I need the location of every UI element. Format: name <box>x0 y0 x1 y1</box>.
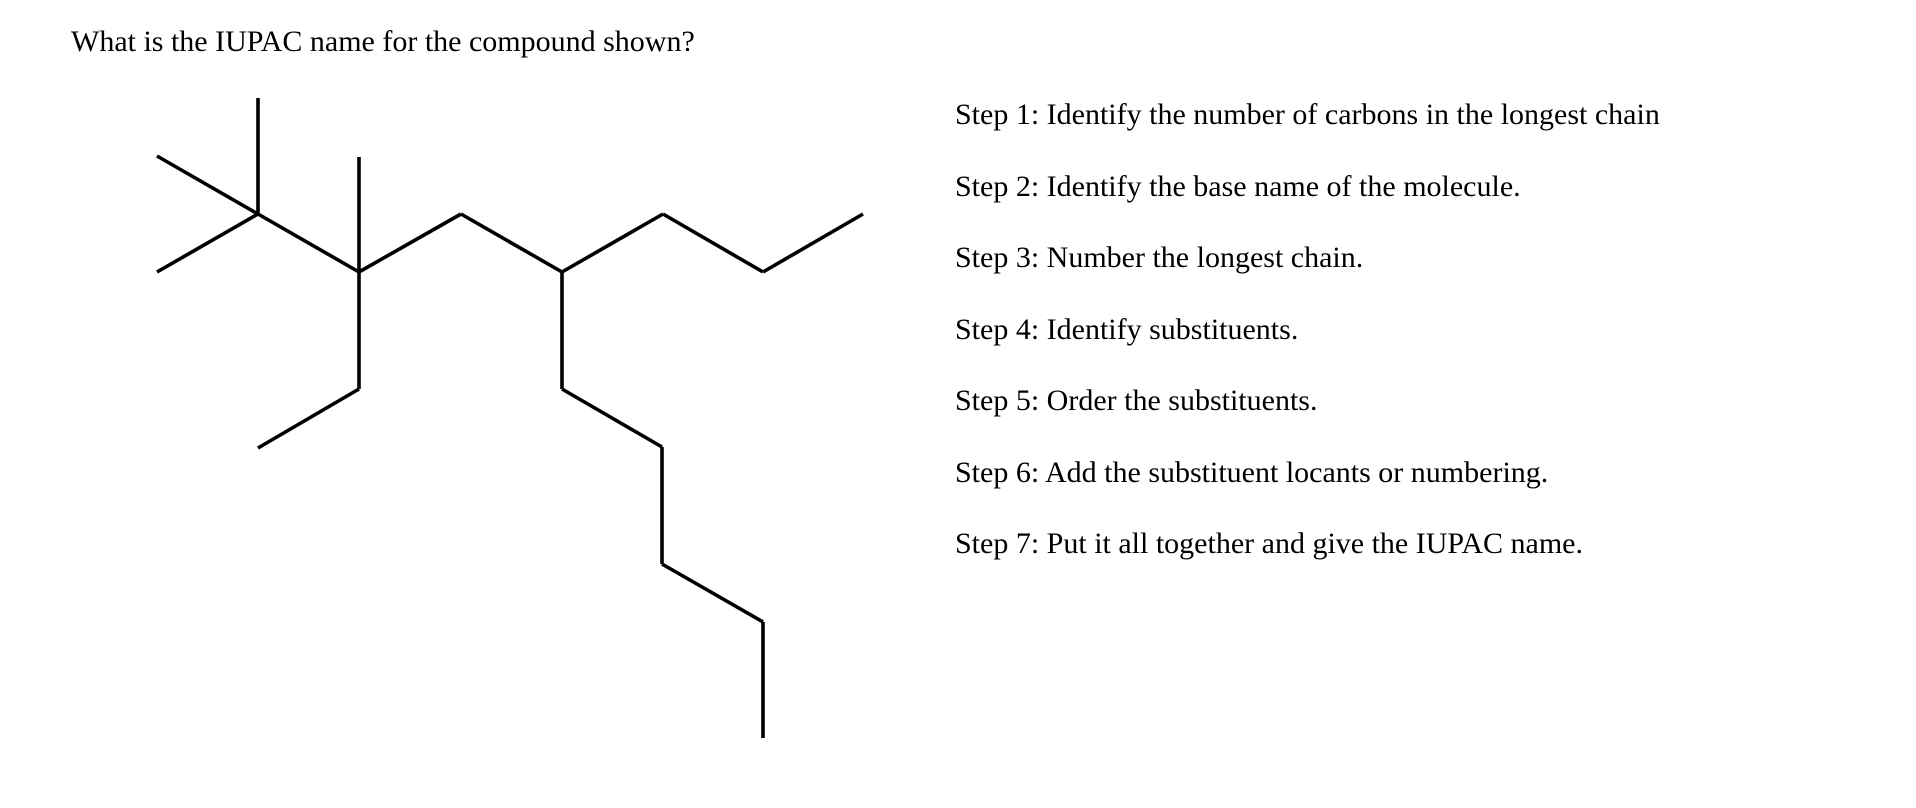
question-text: What is the IUPAC name for the compound shown? <box>71 25 695 58</box>
step-4: Step 4: Identify substituents. <box>955 312 1299 346</box>
bond-c5-c6 <box>663 214 763 272</box>
bond-c2-c3 <box>359 214 461 272</box>
step-1: Step 1: Identify the number of carbons in the longest chain <box>955 98 1660 131</box>
bond-c4-chain-d <box>662 564 763 622</box>
steps-list <box>955 95 1660 596</box>
bond-c4-chain-b <box>562 389 662 447</box>
bond-c4-c5 <box>562 214 663 272</box>
step-2: Step 2: Identify the base name of the molecule. <box>955 169 1521 203</box>
bond-c6-c7 <box>763 214 863 272</box>
bond-c2-ethyl-b <box>258 389 359 448</box>
step-3: Step 3: Number the longest chain. <box>955 241 1364 274</box>
step-5: Step 5: Order the substituents. <box>955 384 1318 417</box>
bond-c3-c4 <box>461 214 562 272</box>
bond-c1-lower-left-methyl <box>157 214 258 272</box>
step-7: Step 7: Put it all together and give the IUPAC name. <box>955 527 1583 560</box>
bond-c1-upper-left-methyl <box>157 156 258 214</box>
step-6: Step 6: Add the substituent locants or numbering. <box>955 455 1549 489</box>
bond-c1-c2 <box>258 214 359 272</box>
